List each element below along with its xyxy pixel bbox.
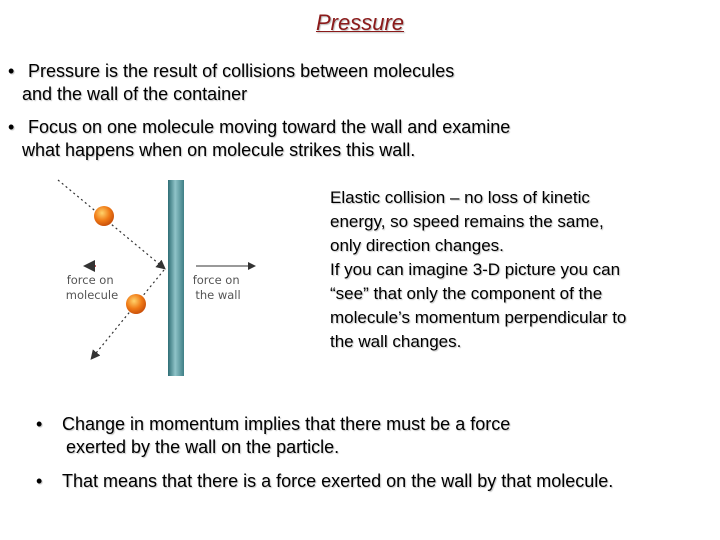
bullet-line: Focus on one molecule moving toward the wall and examine [28,117,511,137]
paragraph-line: the wall changes. [330,332,462,351]
paragraph-line: Elastic collision – no loss of kinetic [330,188,590,207]
bullet-focus-molecule [8,116,510,162]
label-line: force on [192,273,240,287]
force-on-wall-label [193,273,244,302]
bullet-line: exerted by the wall on the particle. [66,437,340,457]
molecule-after-icon [126,294,146,314]
label-line: the wall [195,288,241,302]
paragraph-line: energy, so speed remains the same, [330,212,604,231]
bullet-dot: • [36,414,43,434]
bullet-line: Pressure is the result of collisions between molecules [28,61,455,81]
bullet-line: That means that there is a force exerted on the wall by that molecule. [62,471,614,491]
elastic-collision-paragraph [330,186,700,354]
container-wall [168,180,184,376]
label-line: force on [66,273,114,287]
label-line: molecule [65,288,119,302]
paragraph-line: If you can imagine 3-D picture you can [330,260,621,279]
bullet-dot: • [8,61,15,81]
bullet-dot: • [8,117,15,137]
paragraph-line: molecule’s momentum perpendicular to [330,308,627,327]
bullet-force-on-wall [36,470,613,493]
force-on-molecule-label [66,273,118,302]
bullet-dot: • [36,471,43,491]
paragraph-line: only direction changes. [330,236,504,255]
paragraph-line: “see” that only the component of the [330,284,603,303]
slide-title: Pressure [315,10,405,35]
bullet-pressure-definition [8,60,454,106]
bullet-line: and the wall of the container [22,84,248,104]
bullet-momentum-change [36,413,510,459]
molecule-before-icon [94,206,114,226]
bullet-line: Change in momentum implies that there must be a force [62,414,511,434]
bullet-line: what happens when on molecule strikes this wall. [22,140,416,160]
collision-diagram [48,172,268,384]
incoming-path-arrow [58,180,164,268]
